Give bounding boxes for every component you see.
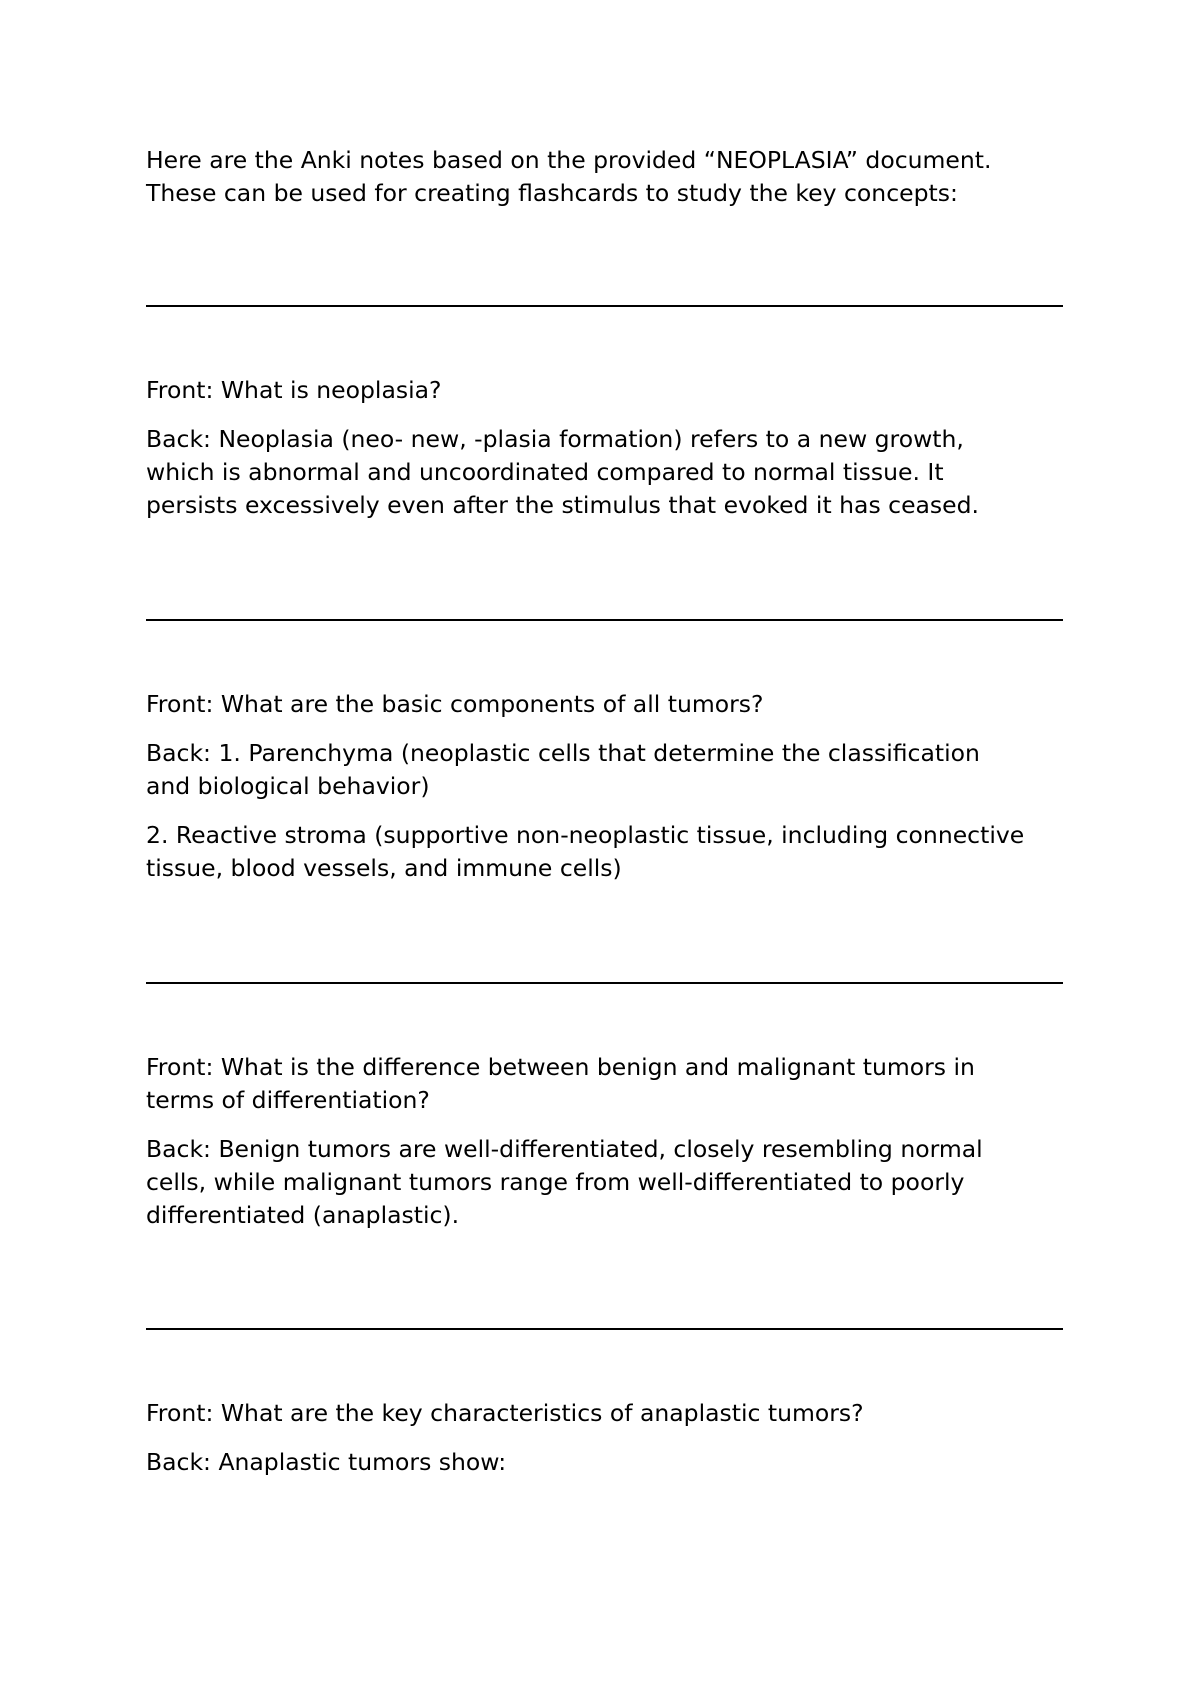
card-2-back2-line-1: 2. Reactive stroma (supportive non-neoplastic tissue, including connective (146, 821, 1025, 849)
separator-rule (146, 982, 1063, 984)
card-3-back-line-3: differentiated (anaplastic). (146, 1201, 460, 1229)
intro-line-1: Here are the Anki notes based on the provided “NEOPLASIA” document. (146, 146, 992, 174)
card-4-front: Front: What are the key characteristics of anaplastic tumors? (146, 1399, 864, 1427)
card-1-front: Front: What is neoplasia? (146, 376, 442, 404)
card-4-back-line-1: Back: Anaplastic tumors show: (146, 1448, 507, 1476)
intro-line-2: These can be used for creating flashcards to study the key concepts: (146, 179, 958, 207)
card-2-back2-line-2: tissue, blood vessels, and immune cells) (146, 854, 622, 882)
card-2-front: Front: What are the basic components of all tumors? (146, 690, 764, 718)
separator-rule (146, 619, 1063, 621)
card-3-front-line-1: Front: What is the difference between benign and malignant tumors in (146, 1053, 975, 1081)
card-2-back-line-1: Back: 1. Parenchyma (neoplastic cells that determine the classification (146, 739, 980, 767)
card-1-back-line-1: Back: Neoplasia (neo- new, -plasia formation) refers to a new growth, (146, 425, 964, 453)
card-3-back-line-2: cells, while malignant tumors range from well-differentiated to poorly (146, 1168, 965, 1196)
card-1-back-line-2: which is abnormal and uncoordinated compared to normal tissue. It (146, 458, 944, 486)
card-2-back-line-2: and biological behavior) (146, 772, 430, 800)
card-3-back-line-1: Back: Benign tumors are well-differentiated, closely resembling normal (146, 1135, 983, 1163)
card-1-back-line-3: persists excessively even after the stimulus that evoked it has ceased. (146, 491, 980, 519)
separator-rule (146, 1328, 1063, 1330)
card-3-front-line-2: terms of differentiation? (146, 1086, 430, 1114)
separator-rule (146, 305, 1063, 307)
